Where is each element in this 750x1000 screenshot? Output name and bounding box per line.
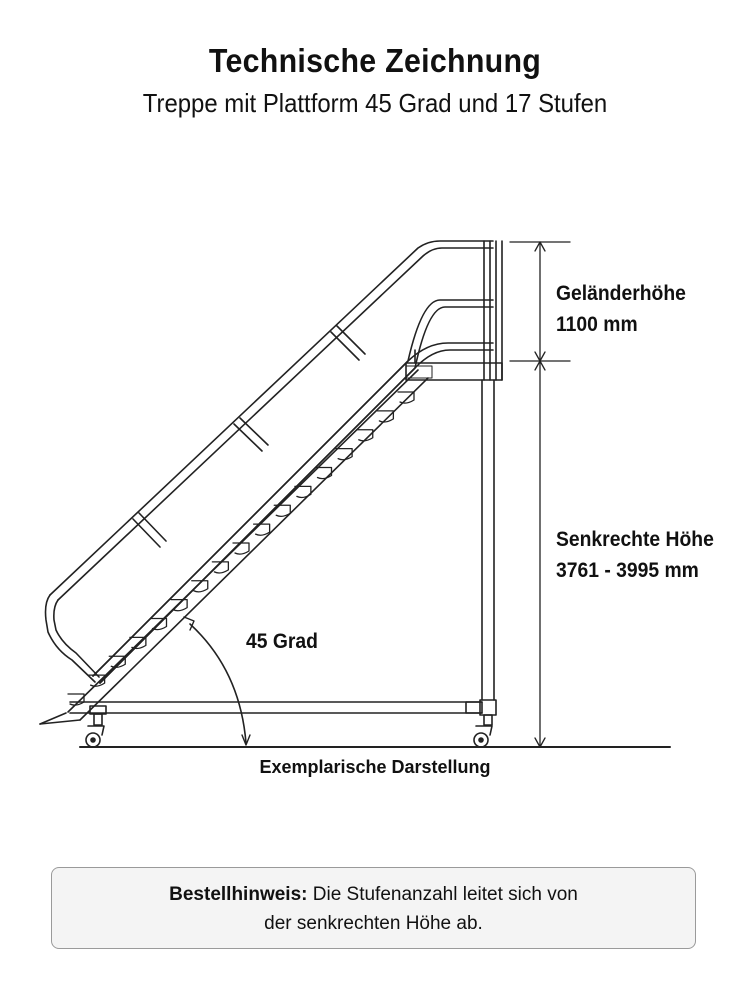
platform-posts xyxy=(484,241,502,380)
railing-height-label: Geländerhöhe xyxy=(556,282,686,305)
page-subtitle: Treppe mit Plattform 45 Grad und 17 Stufen xyxy=(142,88,608,118)
page-title: Technische Zeichnung xyxy=(208,42,542,79)
stair-step xyxy=(254,524,270,535)
angle-arc xyxy=(184,617,250,745)
order-note xyxy=(51,867,696,949)
rear-leg xyxy=(480,380,496,725)
stair-stringer xyxy=(68,370,428,720)
railing-height-value: 1100 mm xyxy=(556,313,638,336)
caster-front xyxy=(86,726,104,747)
stair-step xyxy=(316,468,332,479)
upper-handrail xyxy=(46,241,494,682)
drawing-caption: Exemplarische Darstellung xyxy=(259,757,491,777)
stair-steps xyxy=(68,392,414,705)
vertical-height-label: Senkrechte Höhe xyxy=(556,528,714,551)
vertical-height-value: 3761 - 3995 mm xyxy=(556,559,699,582)
order-note-label: Bestellhinweis: xyxy=(169,884,308,905)
angle-label: 45 Grad xyxy=(246,630,318,653)
caster-rear xyxy=(474,726,492,747)
handrail-posts xyxy=(133,326,365,547)
platform xyxy=(406,350,502,380)
order-note-line1: Die Stufenanzahl leitet sich von xyxy=(312,884,578,905)
order-note-line2: der senkrechten Höhe ab. xyxy=(264,913,483,934)
base-frame xyxy=(40,702,482,725)
